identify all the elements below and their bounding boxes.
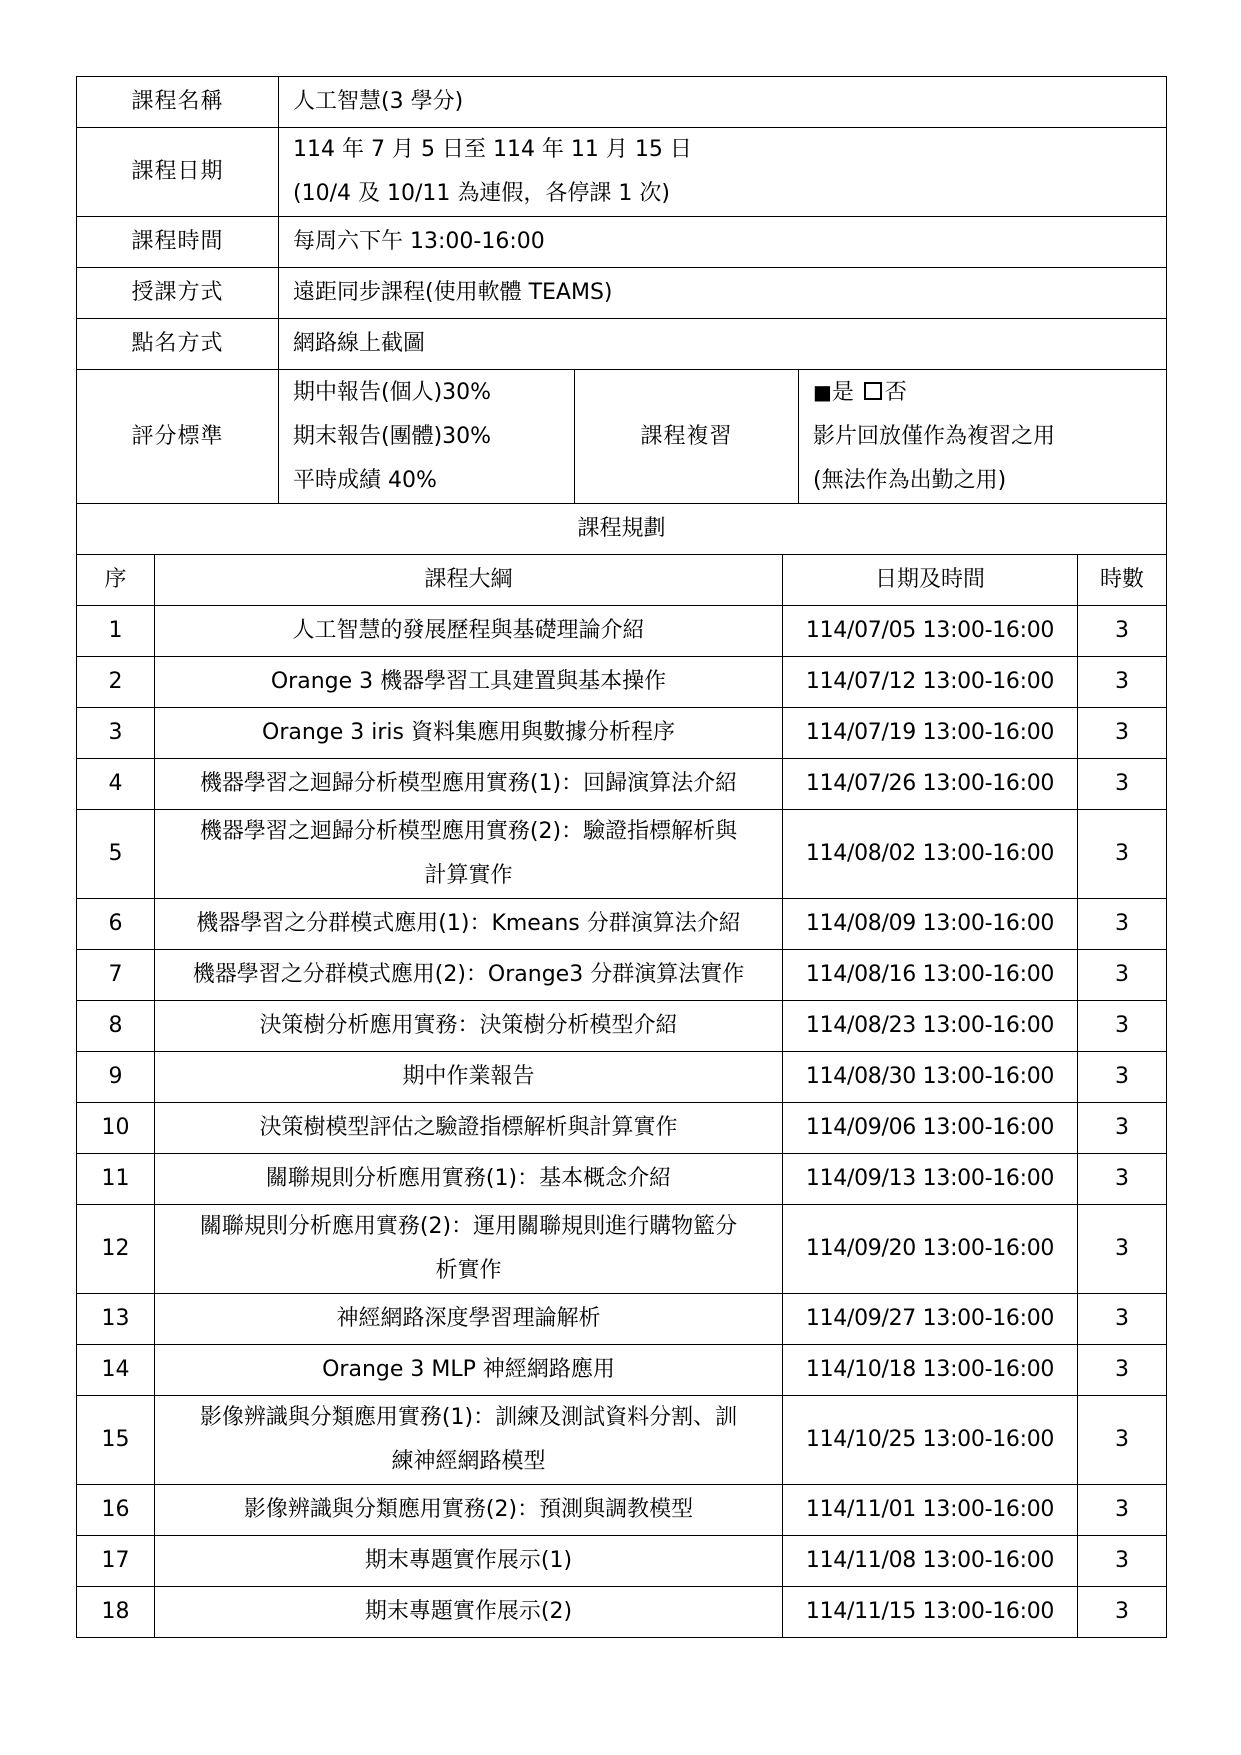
schedule-datetime: 114/08/23 13:00-16:00 xyxy=(783,1000,1078,1051)
schedule-hours: 3 xyxy=(1078,1586,1167,1637)
schedule-datetime: 114/10/25 13:00-16:00 xyxy=(783,1395,1078,1484)
schedule-seq: 6 xyxy=(77,898,155,949)
course-date-label: 課程日期 xyxy=(77,128,279,217)
schedule-body xyxy=(77,605,1167,1637)
schedule-datetime: 114/09/06 13:00-16:00 xyxy=(783,1102,1078,1153)
teaching-method-value: 遠距同步課程(使用軟體 TEAMS) xyxy=(279,268,1167,319)
grading-item: 期中報告(個人)30% xyxy=(293,379,492,405)
schedule-datetime: 114/07/12 13:00-16:00 xyxy=(783,656,1078,707)
schedule-seq: 11 xyxy=(77,1153,155,1204)
schedule-outline xyxy=(155,758,783,809)
schedule-outline-line: 期中作業報告 xyxy=(402,1063,535,1089)
unchecked-box-icon xyxy=(864,382,882,400)
schedule-outline-line: 機器學習之迴歸分析模型應用實務(1)：回歸演算法介紹 xyxy=(199,770,738,796)
schedule-seq: 12 xyxy=(77,1204,155,1293)
schedule-outline xyxy=(155,656,783,707)
course-info-table xyxy=(76,76,1167,504)
schedule-hours: 3 xyxy=(1078,1051,1167,1102)
schedule-outline xyxy=(155,949,783,1000)
schedule-seq: 4 xyxy=(77,758,155,809)
schedule-outline xyxy=(155,1484,783,1535)
schedule-datetime: 114/08/16 13:00-16:00 xyxy=(783,949,1078,1000)
schedule-outline-line: 影像辨識與分類應用實務(1)：訓練及測試資料分割、訓 xyxy=(199,1404,738,1430)
schedule-hours: 3 xyxy=(1078,707,1167,758)
schedule-datetime: 114/08/02 13:00-16:00 xyxy=(783,809,1078,898)
schedule-datetime: 114/07/05 13:00-16:00 xyxy=(783,605,1078,656)
course-document xyxy=(76,76,1166,1638)
attendance-label: 點名方式 xyxy=(77,319,279,370)
course-date-row xyxy=(77,128,1167,217)
schedule-outline-line: Orange 3 機器學習工具建置與基本操作 xyxy=(270,668,667,694)
review-yes-label: 是 xyxy=(831,380,854,405)
schedule-row xyxy=(77,1586,1167,1637)
schedule-hours: 3 xyxy=(1078,605,1167,656)
schedule-row xyxy=(77,1344,1167,1395)
seq-header: 序 xyxy=(77,554,155,605)
attendance-row xyxy=(77,319,1167,370)
schedule-seq: 17 xyxy=(77,1535,155,1586)
schedule-datetime: 114/09/13 13:00-16:00 xyxy=(783,1153,1078,1204)
schedule-datetime: 114/11/08 13:00-16:00 xyxy=(783,1535,1078,1586)
review-options xyxy=(813,370,1152,415)
schedule-outline-line: 計算實作 xyxy=(424,862,513,888)
schedule-seq: 13 xyxy=(77,1293,155,1344)
schedule-hours: 3 xyxy=(1078,1000,1167,1051)
schedule-row xyxy=(77,1535,1167,1586)
schedule-hours: 3 xyxy=(1078,1153,1167,1204)
schedule-table xyxy=(76,503,1167,1638)
schedule-hours: 3 xyxy=(1078,758,1167,809)
schedule-outline-line: 機器學習之迴歸分析模型應用實務(2)：驗證指標解析與 xyxy=(199,818,738,844)
schedule-title-row xyxy=(77,503,1167,554)
schedule-hours: 3 xyxy=(1078,898,1167,949)
schedule-seq: 1 xyxy=(77,605,155,656)
course-name-value: 人工智慧(3 學分) xyxy=(279,77,1167,128)
schedule-hours: 3 xyxy=(1078,949,1167,1000)
datetime-header: 日期及時間 xyxy=(783,554,1078,605)
schedule-outline xyxy=(155,809,783,898)
schedule-row xyxy=(77,758,1167,809)
grading-value xyxy=(279,370,575,504)
teaching-method-row xyxy=(77,268,1167,319)
schedule-seq: 15 xyxy=(77,1395,155,1484)
schedule-seq: 2 xyxy=(77,656,155,707)
schedule-datetime: 114/11/01 13:00-16:00 xyxy=(783,1484,1078,1535)
schedule-outline-line: 析實作 xyxy=(435,1257,502,1283)
schedule-outline xyxy=(155,605,783,656)
schedule-outline xyxy=(155,1051,783,1102)
schedule-datetime: 114/07/26 13:00-16:00 xyxy=(783,758,1078,809)
schedule-outline-line: Orange 3 iris 資料集應用與數據分析程序 xyxy=(262,719,675,745)
schedule-hours: 3 xyxy=(1078,1484,1167,1535)
course-time-row xyxy=(77,217,1167,268)
schedule-datetime: 114/08/30 13:00-16:00 xyxy=(783,1051,1078,1102)
schedule-hours: 3 xyxy=(1078,1293,1167,1344)
schedule-outline xyxy=(155,1535,783,1586)
schedule-outline xyxy=(155,1204,783,1293)
course-date-line2: (10/4 及 10/11 為連假，各停課 1 次) xyxy=(293,181,670,206)
schedule-outline xyxy=(155,1344,783,1395)
schedule-seq: 8 xyxy=(77,1000,155,1051)
grading-item: 期末報告(團體)30% xyxy=(293,423,492,449)
schedule-hours: 3 xyxy=(1078,809,1167,898)
outline-header: 課程大綱 xyxy=(155,554,783,605)
schedule-row xyxy=(77,1153,1167,1204)
attendance-value: 網路線上截圖 xyxy=(279,319,1167,370)
schedule-outline-line: 影像辨識與分類應用實務(2)：預測與調教模型 xyxy=(243,1496,694,1522)
schedule-seq: 3 xyxy=(77,707,155,758)
course-time-label: 課程時間 xyxy=(77,217,279,268)
schedule-seq: 16 xyxy=(77,1484,155,1535)
schedule-hours: 3 xyxy=(1078,1204,1167,1293)
teaching-method-label: 授課方式 xyxy=(77,268,279,319)
schedule-outline xyxy=(155,1293,783,1344)
schedule-header-row xyxy=(77,554,1167,605)
schedule-row xyxy=(77,605,1167,656)
review-note-line2: (無法作為出勤之用) xyxy=(813,468,1007,493)
course-date-line1: 114 年 7 月 5 日至 114 年 11 月 15 日 xyxy=(293,137,692,162)
schedule-seq: 10 xyxy=(77,1102,155,1153)
grading-item: 平時成績 40% xyxy=(293,467,437,493)
schedule-row xyxy=(77,1000,1167,1051)
schedule-row xyxy=(77,1293,1167,1344)
schedule-datetime: 114/09/20 13:00-16:00 xyxy=(783,1204,1078,1293)
schedule-outline-line: 決策樹分析應用實務：決策樹分析模型介紹 xyxy=(259,1012,678,1038)
schedule-datetime: 114/08/09 13:00-16:00 xyxy=(783,898,1078,949)
schedule-outline-line: 期末專題實作展示(1) xyxy=(364,1547,573,1573)
schedule-outline xyxy=(155,1153,783,1204)
review-value xyxy=(799,370,1167,504)
schedule-row xyxy=(77,1204,1167,1293)
schedule-outline-line: 機器學習之分群模式應用(1)：Kmeans 分群演算法介紹 xyxy=(196,910,741,936)
hours-header: 時數 xyxy=(1078,554,1167,605)
schedule-datetime: 114/10/18 13:00-16:00 xyxy=(783,1344,1078,1395)
schedule-hours: 3 xyxy=(1078,656,1167,707)
schedule-row xyxy=(77,1102,1167,1153)
schedule-hours: 3 xyxy=(1078,1102,1167,1153)
schedule-outline xyxy=(155,1586,783,1637)
review-no-label: 否 xyxy=(884,380,907,405)
course-name-label: 課程名稱 xyxy=(77,77,279,128)
checked-box-icon: ■ xyxy=(813,380,832,404)
course-date-value xyxy=(279,128,1167,217)
schedule-datetime: 114/07/19 13:00-16:00 xyxy=(783,707,1078,758)
grading-label: 評分標準 xyxy=(77,370,279,504)
schedule-seq: 9 xyxy=(77,1051,155,1102)
schedule-title: 課程規劃 xyxy=(77,503,1167,554)
course-name-row xyxy=(77,77,1167,128)
schedule-row xyxy=(77,707,1167,758)
schedule-outline xyxy=(155,1102,783,1153)
schedule-row xyxy=(77,656,1167,707)
schedule-outline-line: 人工智慧的發展歷程與基礎理論介紹 xyxy=(292,617,645,643)
schedule-outline-line: 練神經網路模型 xyxy=(391,1448,546,1474)
schedule-datetime: 114/11/15 13:00-16:00 xyxy=(783,1586,1078,1637)
schedule-outline xyxy=(155,1395,783,1484)
schedule-datetime: 114/09/27 13:00-16:00 xyxy=(783,1293,1078,1344)
schedule-outline-line: 決策樹模型評估之驗證指標解析與計算實作 xyxy=(259,1114,678,1140)
schedule-row xyxy=(77,949,1167,1000)
schedule-seq: 14 xyxy=(77,1344,155,1395)
schedule-seq: 5 xyxy=(77,809,155,898)
schedule-hours: 3 xyxy=(1078,1344,1167,1395)
review-note-line1: 影片回放僅作為複習之用 xyxy=(813,424,1056,449)
schedule-row xyxy=(77,1395,1167,1484)
schedule-outline xyxy=(155,898,783,949)
schedule-outline-line: Orange 3 MLP 神經網路應用 xyxy=(322,1356,615,1382)
schedule-row xyxy=(77,1484,1167,1535)
schedule-seq: 18 xyxy=(77,1586,155,1637)
schedule-seq: 7 xyxy=(77,949,155,1000)
schedule-outline-line: 關聯規則分析應用實務(1)：基本概念介紹 xyxy=(265,1165,672,1191)
schedule-row xyxy=(77,898,1167,949)
schedule-outline xyxy=(155,707,783,758)
schedule-outline-line: 關聯規則分析應用實務(2)：運用關聯規則進行購物籃分 xyxy=(199,1213,738,1239)
schedule-hours: 3 xyxy=(1078,1535,1167,1586)
schedule-outline-line: 期末專題實作展示(2) xyxy=(364,1598,573,1624)
review-label: 課程複習 xyxy=(575,370,799,504)
grading-row xyxy=(77,370,1167,504)
schedule-row xyxy=(77,809,1167,898)
schedule-outline-line: 機器學習之分群模式應用(2)：Orange3 分群演算法實作 xyxy=(192,961,745,987)
schedule-row xyxy=(77,1051,1167,1102)
course-time-value: 每周六下午 13:00-16:00 xyxy=(279,217,1167,268)
schedule-outline-line: 神經網路深度學習理論解析 xyxy=(336,1305,601,1331)
schedule-outline xyxy=(155,1000,783,1051)
schedule-hours: 3 xyxy=(1078,1395,1167,1484)
